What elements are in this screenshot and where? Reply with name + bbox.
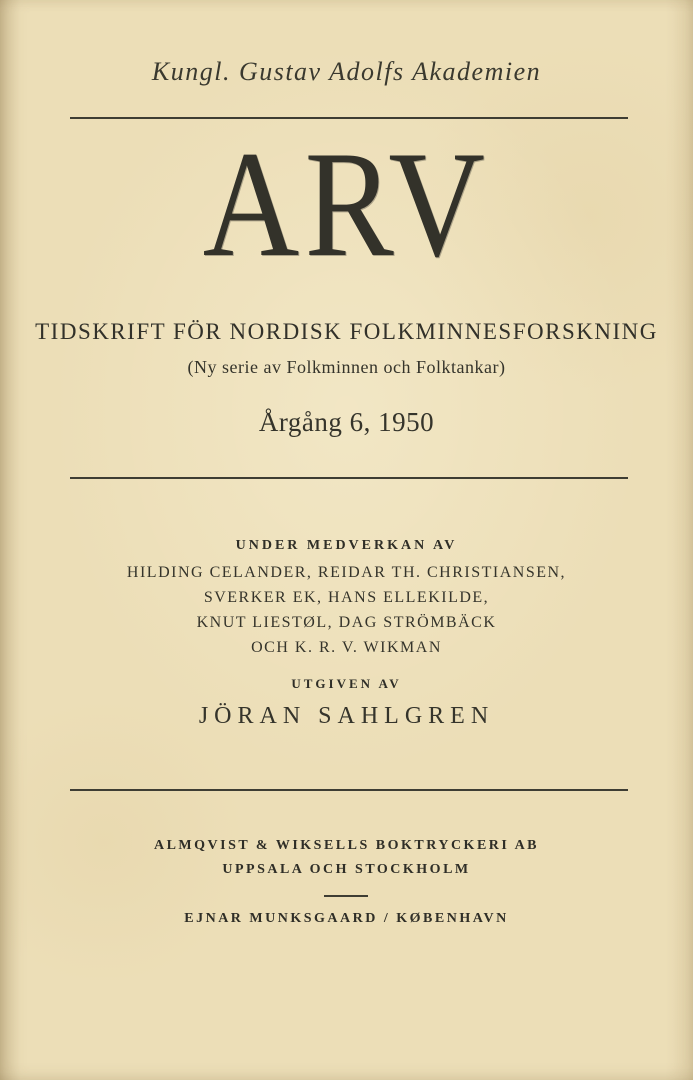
contributor-line: OCH K. R. V. WIKMAN xyxy=(251,639,442,656)
printer-name: ALMQVIST & WIKSELLS BOKTRYCKERI AB xyxy=(153,838,540,853)
horizontal-rule-middle xyxy=(70,477,628,479)
editor-name: JÖRAN SAHLGREN xyxy=(198,703,495,729)
horizontal-rule-bottom xyxy=(70,789,628,791)
journal-subtitle: TIDSKRIFT FÖR NORDISK FOLKMINNESFORSKNING xyxy=(35,319,658,344)
journal-title: ARV xyxy=(202,120,491,288)
contributors-heading: UNDER MEDVERKAN AV xyxy=(235,538,458,553)
publisher-name: EJNAR MUNKSGAARD / KØBENHAVN xyxy=(184,911,509,926)
society-name: Kungl. Gustav Adolfs Akademien xyxy=(151,57,542,86)
horizontal-rule-top xyxy=(70,117,628,119)
editor-heading: UTGIVEN AV xyxy=(291,676,402,691)
contributor-line: HILDING CELANDER, REIDAR TH. CHRISTIANSEN, xyxy=(126,564,567,581)
volume-year: Årgång 6, 1950 xyxy=(258,407,435,437)
short-divider-rule xyxy=(324,895,368,897)
printer-cities: UPPSALA OCH STOCKHOLM xyxy=(222,862,471,877)
contributor-line: KNUT LIESTØL, DAG STRÖMBÄCK xyxy=(196,614,497,631)
contributor-line: SVERKER EK, HANS ELLEKILDE, xyxy=(203,589,490,606)
contributors-list xyxy=(0,560,693,660)
series-note: (Ny serie av Folkminnen och Folktankar) xyxy=(187,357,506,377)
